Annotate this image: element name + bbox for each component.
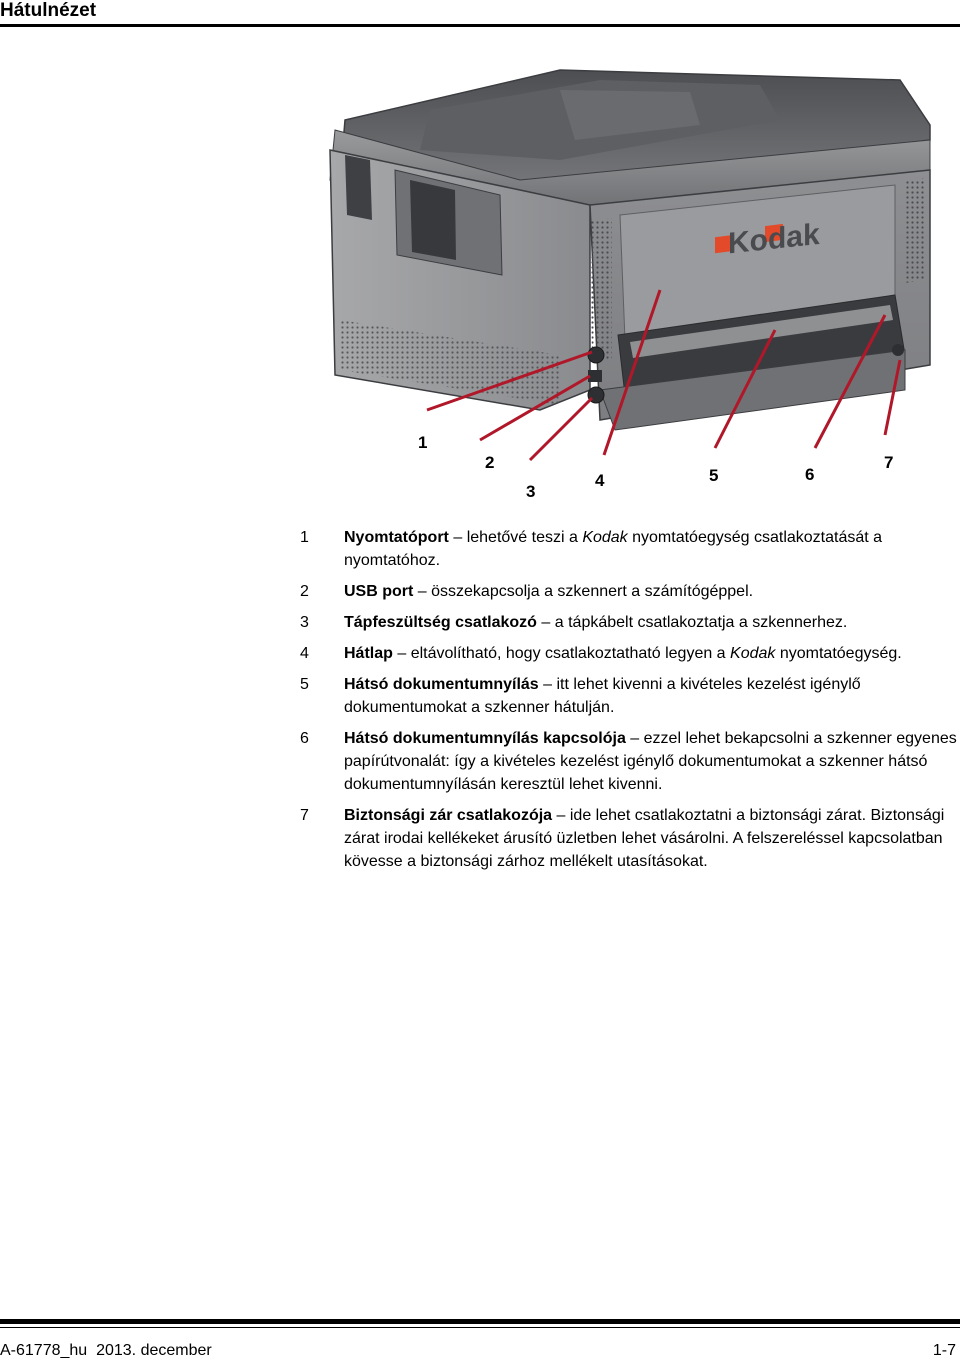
legend-text: lehetővé teszi a (466, 529, 583, 546)
legend-term: USB port (344, 583, 414, 600)
legend-dash: – (552, 807, 570, 824)
legend-number: 5 (300, 676, 309, 693)
legend-text: összekapcsolja a szkennert a számítógéppel. (431, 583, 754, 600)
legend-item (300, 727, 960, 796)
legend-dash: – (392, 645, 411, 662)
callout-number-6: 6 (805, 465, 815, 484)
legend-number: 1 (300, 529, 309, 546)
legend-text: ezzel lehet bekapcsolni a szkenner egyenes papírútvonalát: így a kivételes kezelést igénylő dokumentumokat a szkenner hátsó dokumentumnyílásán keresztül lehet kivenni. (344, 730, 957, 793)
legend-term: Hátlap (344, 645, 393, 662)
legend-dash: – (625, 730, 644, 747)
legend-term: Biztonsági zár csatlakozója (344, 807, 553, 824)
callout-number-2: 2 (485, 453, 495, 472)
legend-item (300, 611, 960, 634)
legend-item (300, 526, 960, 572)
legend-dash: – (536, 614, 555, 631)
legend-number: 4 (300, 645, 309, 662)
legend-number: 7 (300, 807, 309, 824)
legend-item (300, 580, 960, 603)
legend-number: 3 (300, 614, 309, 631)
legend-text: a tápkábelt csatlakoztatja a szkennerhez. (554, 614, 848, 631)
callout-number-1: 1 (418, 433, 428, 452)
legend-text-italic: Kodak (730, 645, 776, 662)
legend-text-italic: Kodak (582, 529, 628, 546)
page-title: Hátulnézet (0, 0, 97, 21)
legend-text: nyomtatóegység. (775, 645, 902, 662)
legend-term: Tápfeszültség csatlakozó (344, 614, 537, 631)
callout-number-5: 5 (709, 466, 719, 485)
callout-legend (300, 526, 960, 881)
legend-dash: – (448, 529, 467, 546)
scanner-rear-view-figure (0, 30, 960, 510)
kodak-logo: Kodak (728, 217, 820, 261)
footer-divider-thin (0, 1327, 960, 1328)
callout-number-3: 3 (526, 482, 536, 501)
legend-dash: – (538, 676, 557, 693)
scanner-illustration (0, 30, 960, 510)
legend-term: Nyomtatóport (344, 529, 449, 546)
legend-text: nyomtatóegység csatlakoztatását a nyomtatóhoz. (344, 529, 883, 569)
legend-item (300, 804, 960, 873)
callout-number-7: 7 (884, 453, 894, 472)
title-divider (0, 24, 960, 27)
footer-document-id: A-61778_hu 2013. december (0, 1342, 212, 1359)
legend-item (300, 673, 960, 719)
legend-term: Hátsó dokumentumnyílás kapcsolója (344, 730, 626, 747)
legend-text: itt lehet kivenni a kivételes kezelést igénylő dokumentumokat a szkenner hátulján. (344, 676, 861, 716)
legend-item (300, 642, 960, 665)
legend-number: 6 (300, 730, 309, 747)
legend-dash: – (413, 583, 432, 600)
legend-term: Hátsó dokumentumnyílás (344, 676, 539, 693)
legend-text: ide lehet csatlakoztatni a biztonsági zárat. Biztonsági zárat irodai kellékeket árusító üzletben lehet vásárolni. A felszereléssel kapcsolatban kövesse a biztonsági zárhoz mellékelt utasításokat. (344, 807, 945, 870)
callout-number-4: 4 (595, 471, 605, 490)
legend-text: eltávolítható, hogy csatlakoztatható legyen a (410, 645, 731, 662)
footer-divider (0, 1319, 960, 1324)
legend-number: 2 (300, 583, 309, 600)
footer-page-number: 1-7 (932, 1342, 956, 1359)
